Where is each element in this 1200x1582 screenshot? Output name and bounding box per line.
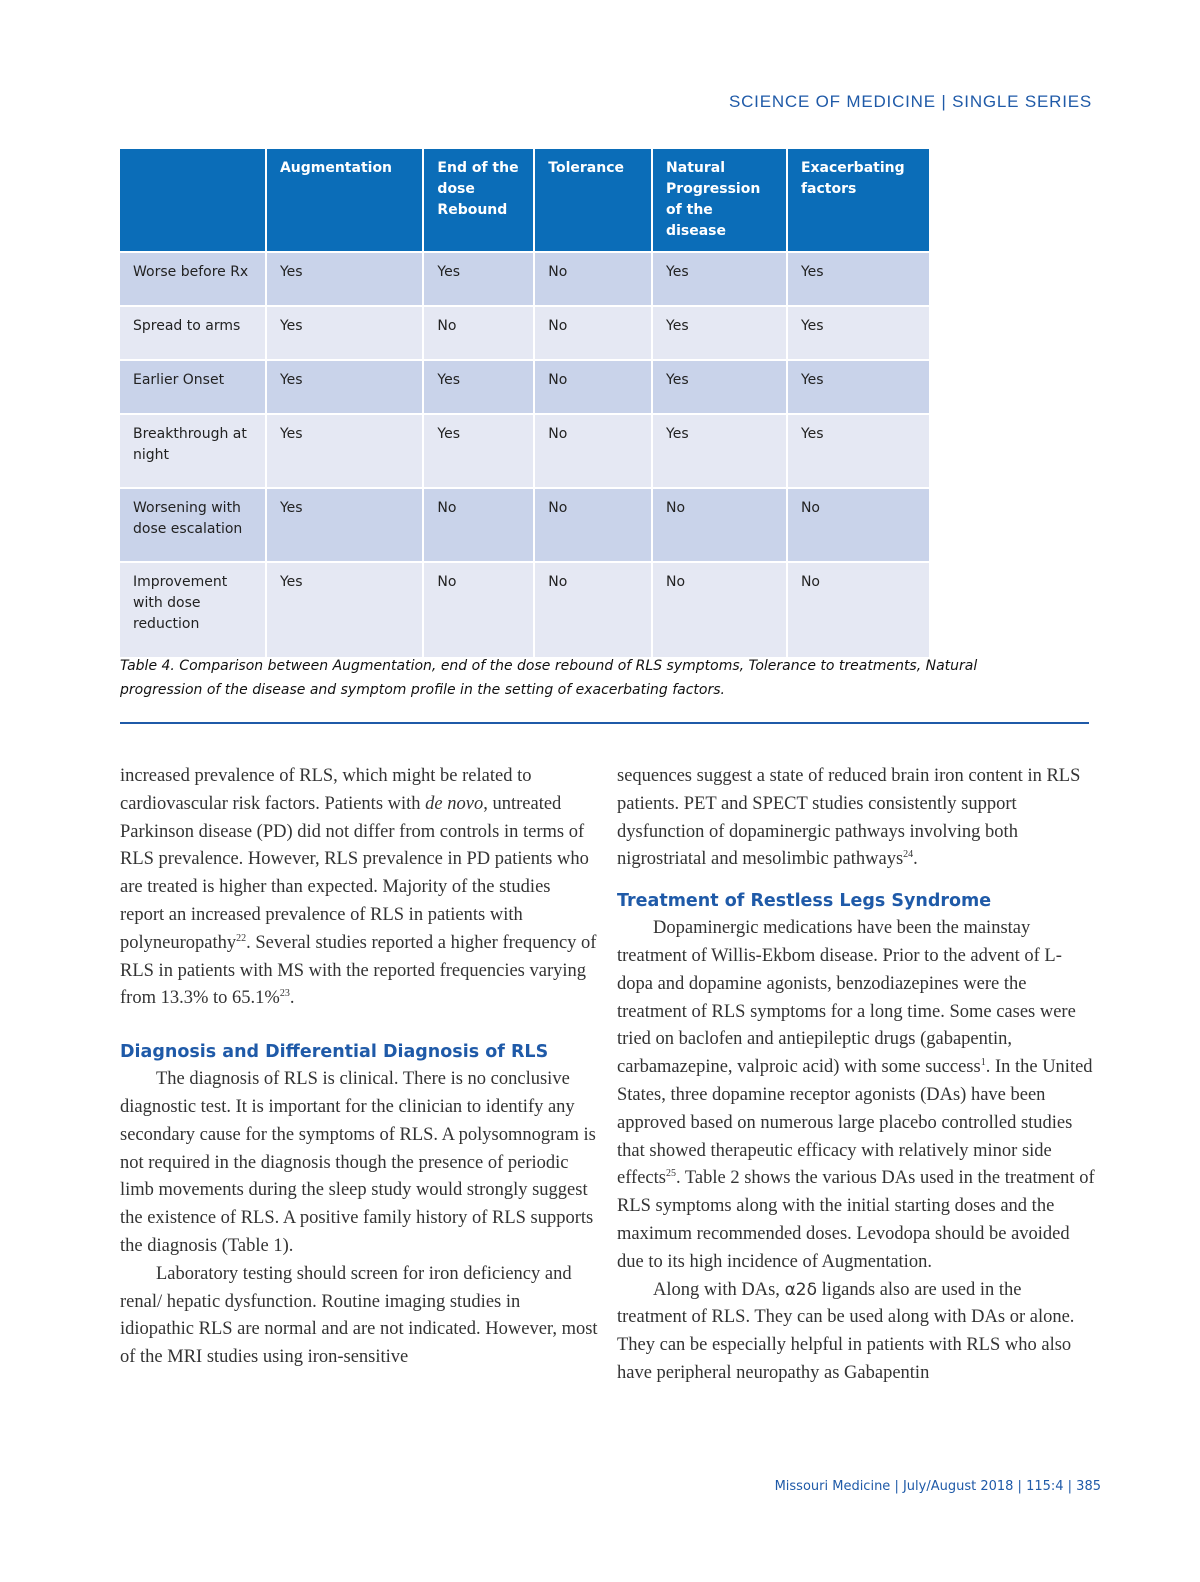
table-row	[120, 415, 929, 487]
table-cell: Yes	[788, 415, 929, 487]
table-row	[120, 489, 929, 561]
table-row	[120, 361, 929, 413]
reference-superscript: 25	[665, 1168, 676, 1180]
paragraph	[617, 1277, 1095, 1388]
table-cell: No	[535, 415, 651, 487]
table-cell: Improvement with dose reduction	[120, 563, 265, 657]
section-divider	[120, 722, 1089, 724]
table-header-cell: Augmentation	[267, 149, 422, 251]
table-cell: Worse before Rx	[120, 253, 265, 305]
table-header-cell: Exacerbating factors	[788, 149, 929, 251]
table-cell: No	[424, 563, 533, 657]
text-span: .	[289, 988, 295, 1009]
table-row	[120, 307, 929, 359]
greek-symbol: α2δ	[784, 1279, 817, 1300]
table-cell: Breakthrough at night	[120, 415, 265, 487]
table-cell: Yes	[267, 307, 422, 359]
paragraph	[120, 763, 598, 1013]
running-header: SCIENCE OF MEDICINE | SINGLE SERIES	[728, 92, 1092, 111]
table-cell: No	[788, 489, 929, 561]
table-cell: Yes	[424, 361, 533, 413]
table-cell: Yes	[788, 361, 929, 413]
text-span: .	[913, 849, 918, 870]
table-cell: No	[653, 489, 786, 561]
table-row	[120, 253, 929, 305]
table-cell: No	[535, 361, 651, 413]
text-span: . Several studies reported a higher frequency of RLS in patients with MS with the reported frequencies varying from 13.3% to 65.1%	[120, 932, 597, 1009]
page-footer: Missouri Medicine | July/August 2018 | 115:4 | 385	[774, 1479, 1101, 1494]
table-header-cell: Natural Progression of the disease	[653, 149, 786, 251]
table-cell: Yes	[267, 361, 422, 413]
text-span: . Table 2 shows the various DAs used in the treatment of RLS symptoms along with the initial starting doses and the maximum recommended doses. Levodopa should be avoided due to its high incidence of Augmentation.	[617, 1168, 1095, 1272]
text-span: Dopaminergic medications have been the mainstay treatment of Willis-Ekbom disease. Prior to the advent of L-dopa and dopamine agonists, benzodiazepines were the treatment of RLS symptoms for a long time. Some cases were tried on baclofen and antiepileptic drugs (gabapentin, carbamazepine, valproic acid) with some success	[617, 918, 1076, 1078]
table-cell: Yes	[788, 253, 929, 305]
table-cell: Yes	[424, 253, 533, 305]
left-text-column	[120, 763, 598, 1372]
table-cell: Yes	[653, 361, 786, 413]
table-cell: Worsening with dose escalation	[120, 489, 265, 561]
table-cell: Yes	[267, 253, 422, 305]
table-cell: No	[424, 489, 533, 561]
table-header-row	[120, 149, 929, 251]
table-cell: Yes	[653, 253, 786, 305]
text-span: , untreated Parkinson disease (PD) did not differ from controls in terms of RLS prevalence. However, RLS prevalence in PD patients who are treated is higher than expected. Majority of the studies report an increased prevalence of RLS in patients with polyneuropathy	[120, 793, 589, 953]
table-cell: Yes	[267, 415, 422, 487]
reference-superscript: 23	[279, 988, 290, 1000]
italic-term: de novo	[425, 793, 484, 814]
table-caption: Table 4. Comparison between Augmentation, end of the dose rebound of RLS symptoms, Tolerance to treatments, Natural progression of the disease and symptom profile in the setting of exacerbating factors.	[120, 658, 978, 698]
reference-superscript: 1	[980, 1057, 986, 1069]
right-text-column	[617, 763, 1095, 1388]
comparison-table	[118, 147, 931, 659]
table-cell: Yes	[267, 563, 422, 657]
paragraph: The diagnosis of RLS is clinical. There is no conclusive diagnostic test. It is important for the clinician to identify any secondary cause for the symptoms of RLS. A polysomnogram is not required in the diagnosis though the presence of periodic limb movements during the sleep study would strongly suggest the existence of RLS. A positive family history of RLS supports the diagnosis (Table 1).	[120, 1069, 596, 1256]
table-cell: Yes	[267, 489, 422, 561]
paragraph	[617, 763, 1095, 874]
table-cell: Yes	[653, 415, 786, 487]
section-heading: Diagnosis and Differential Diagnosis of RLS	[120, 1042, 549, 1063]
text-span: . In the United States, three dopamine receptor agonists (DAs) have been approved based on numerous large placebo controlled studies that showed therapeutic efficacy with relatively minor side effects	[617, 1057, 1093, 1189]
table-cell: Earlier Onset	[120, 361, 265, 413]
table-cell: No	[653, 563, 786, 657]
table-cell: Yes	[653, 307, 786, 359]
reference-superscript: 24	[903, 849, 914, 861]
text-span: ligands also are used in the treatment of RLS. They can be used along with DAs or alone. They can be especially helpful in patients with RLS who also have peripheral neuropathy as Gabapentin	[617, 1279, 1075, 1383]
section-heading: Treatment of Restless Legs Syndrome	[617, 891, 992, 912]
table-cell: No	[535, 253, 651, 305]
table-header-cell: End of the dose Rebound	[424, 149, 533, 251]
table-header-cell	[120, 149, 265, 251]
text-span: increased prevalence of RLS, which might be related to cardiovascular risk factors. Patients with	[120, 766, 532, 814]
text-span: Along with DAs,	[653, 1279, 785, 1300]
table-cell: No	[788, 563, 929, 657]
table-cell: Yes	[424, 415, 533, 487]
table-cell: No	[535, 563, 651, 657]
table-cell: Yes	[788, 307, 929, 359]
table-cell: Spread to arms	[120, 307, 265, 359]
table-cell: No	[424, 307, 533, 359]
paragraph	[617, 915, 1095, 1276]
table-cell: No	[535, 307, 651, 359]
reference-superscript: 22	[236, 932, 247, 944]
text-span: sequences suggest a state of reduced brain iron content in RLS patients. PET and SPECT studies consistently support dysfunction of dopaminergic pathways involving both nigrostriatal and mesolimbic pathways	[617, 766, 1081, 870]
table-cell: No	[535, 489, 651, 561]
table-row	[120, 563, 929, 657]
table-header-cell: Tolerance	[535, 149, 651, 251]
paragraph: Laboratory testing should screen for iron deficiency and renal/ hepatic dysfunction. Routine imaging studies in idiopathic RLS are normal and are not indicated. However, most of the MRI studies using iron-sensitive	[120, 1263, 598, 1368]
